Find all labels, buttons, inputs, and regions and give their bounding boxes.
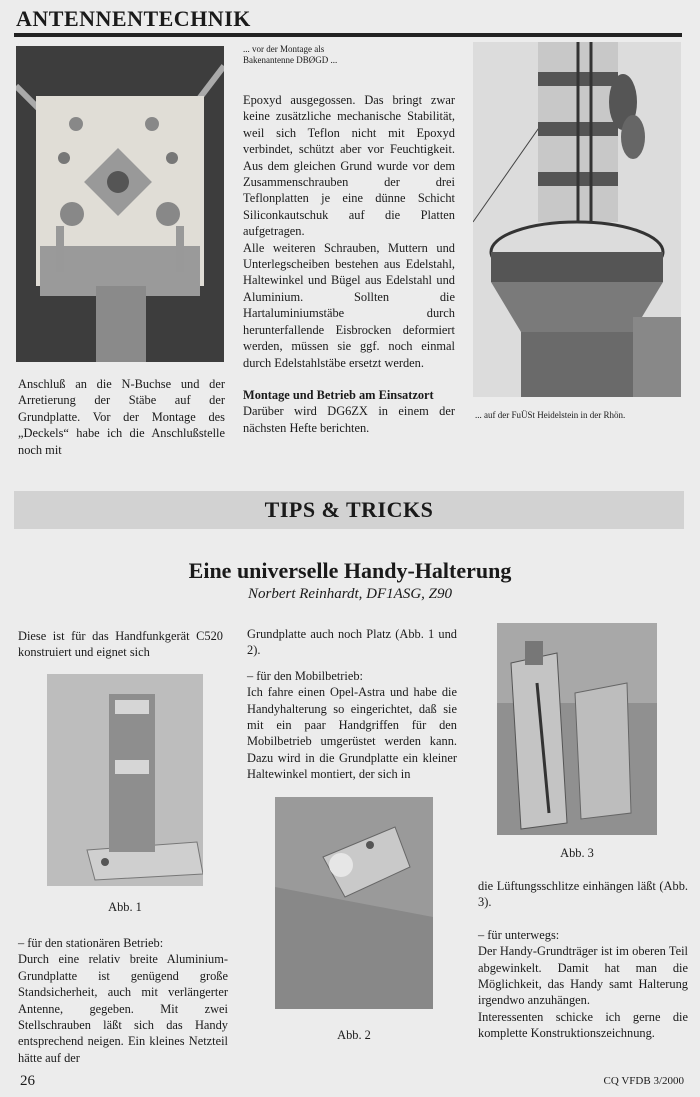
page-number: 26 <box>20 1073 35 1089</box>
subheading: – für unterwegs: <box>478 927 560 942</box>
photo-caption-heidelstein: ... auf der FuÜSt Heidelstein in der Rhön. <box>475 410 626 420</box>
section-title: ANTENNENTECHNIK <box>16 6 251 31</box>
col3-body <box>478 878 688 1042</box>
article-byline: Norbert Reinhardt, DF1ASG, Z90 <box>247 586 453 602</box>
paragraph: Der Handy-Grundträger ist im oberen Teil abgewinkelt. Damit hat man die Möglichkeit, das Handy samt Halterung irgendwo anzuhängen. <box>478 944 688 1008</box>
fig1-photo <box>47 674 203 886</box>
paragraph: Grundplatte auch noch Platz (Abb. 1 und 2). <box>247 627 457 658</box>
tower-photo <box>473 42 681 397</box>
journal-issue: CQ VFDB 3/2000 <box>603 1075 684 1087</box>
subheading: Montage und Betrieb am Einsatzort <box>243 387 434 402</box>
col2-body <box>247 626 457 783</box>
paragraph: Alle weiteren Schrauben, Muttern und Unterlegscheiben bestehen aus Edelstahl, Haltewinkel und Bügel aus Edelstahl und Aluminium. Sollten die Hartaluminiumstäbe durch herunterfallende Eisbrocken deformiert werden, müssen sie ggf. noch einmal durch Edelstahlstäbe ersetzt werden. <box>243 240 455 370</box>
antenna-connector-photo <box>16 46 224 362</box>
paragraph: die Lüftungsschlitze einhängen läßt (Abb. 3). <box>478 879 688 910</box>
fig3-caption: Abb. 3 <box>560 846 594 860</box>
paragraph: Ich fahre einen Opel-Astra und habe die Handyhalterung so eingerichtet, daß sie mit ein paar Handgriffen für den Mobilbetrieb umgerüstet werden kann. Dazu wird in die Grundplatte ein kleiner Haltewinkel montiert, der sich in <box>247 685 457 782</box>
subheading: – für den stationären Betrieb: <box>18 936 164 950</box>
fig2-photo <box>275 797 433 1009</box>
article-title: Eine universelle Handy-Halterung <box>188 558 512 583</box>
paragraph: Darüber wird DG6ZX in einem der nächsten Hefte berichten. <box>243 404 455 435</box>
photo-caption-bakenantenne: ... vor der Montage als Bakenantenne DBØGD ... <box>243 44 338 65</box>
col1-top-text: Anschluß an die N-Buchse und der Arretierung der Stäbe auf der Grundplatte. Vor der Montage des „Deckels“ habe ich die Anschlußstelle noch mit <box>18 377 225 457</box>
paragraph: Durch eine relativ breite Aluminium-Grundplatte ist genügend große Standsicherheit, auch mit verlängerter Antenne, gegeben. Mit zwei Stellschrauben läßt sich das Handy entsprechend neigen. Ein kleines Netzteil hätte auf der <box>18 952 228 1065</box>
col2-top-body <box>243 92 455 436</box>
paragraph: Epoxyd ausgegossen. Das bringt zwar keine zusätzliche mechanische Stabilität, weil sich Teflon nicht mit Epoxyd verbindet, schützt aber vor Feuchtigkeit. Aus dem gleichen Grund wurde vor dem Zusammenschrauben der drei Teflonplatten je eine dünne Schicht Siliconkautschuk auf die Platten aufgetragen. <box>243 93 455 239</box>
fig2-caption: Abb. 2 <box>337 1028 371 1042</box>
fig1-caption: Abb. 1 <box>108 900 142 914</box>
tips-tricks-banner: TIPS & TRICKS <box>14 491 684 529</box>
header-rule <box>14 33 682 37</box>
fig3-photo <box>497 623 657 835</box>
subheading: – für den Mobilbetrieb: <box>247 668 363 683</box>
paragraph: Interessenten schicke ich gerne die komplette Konstruktionszeichnung. <box>478 1009 688 1041</box>
col1-intro: Diese ist für das Handfunkgerät C520 konstruiert und eignet sich <box>18 629 223 660</box>
col1-body <box>18 935 228 1066</box>
